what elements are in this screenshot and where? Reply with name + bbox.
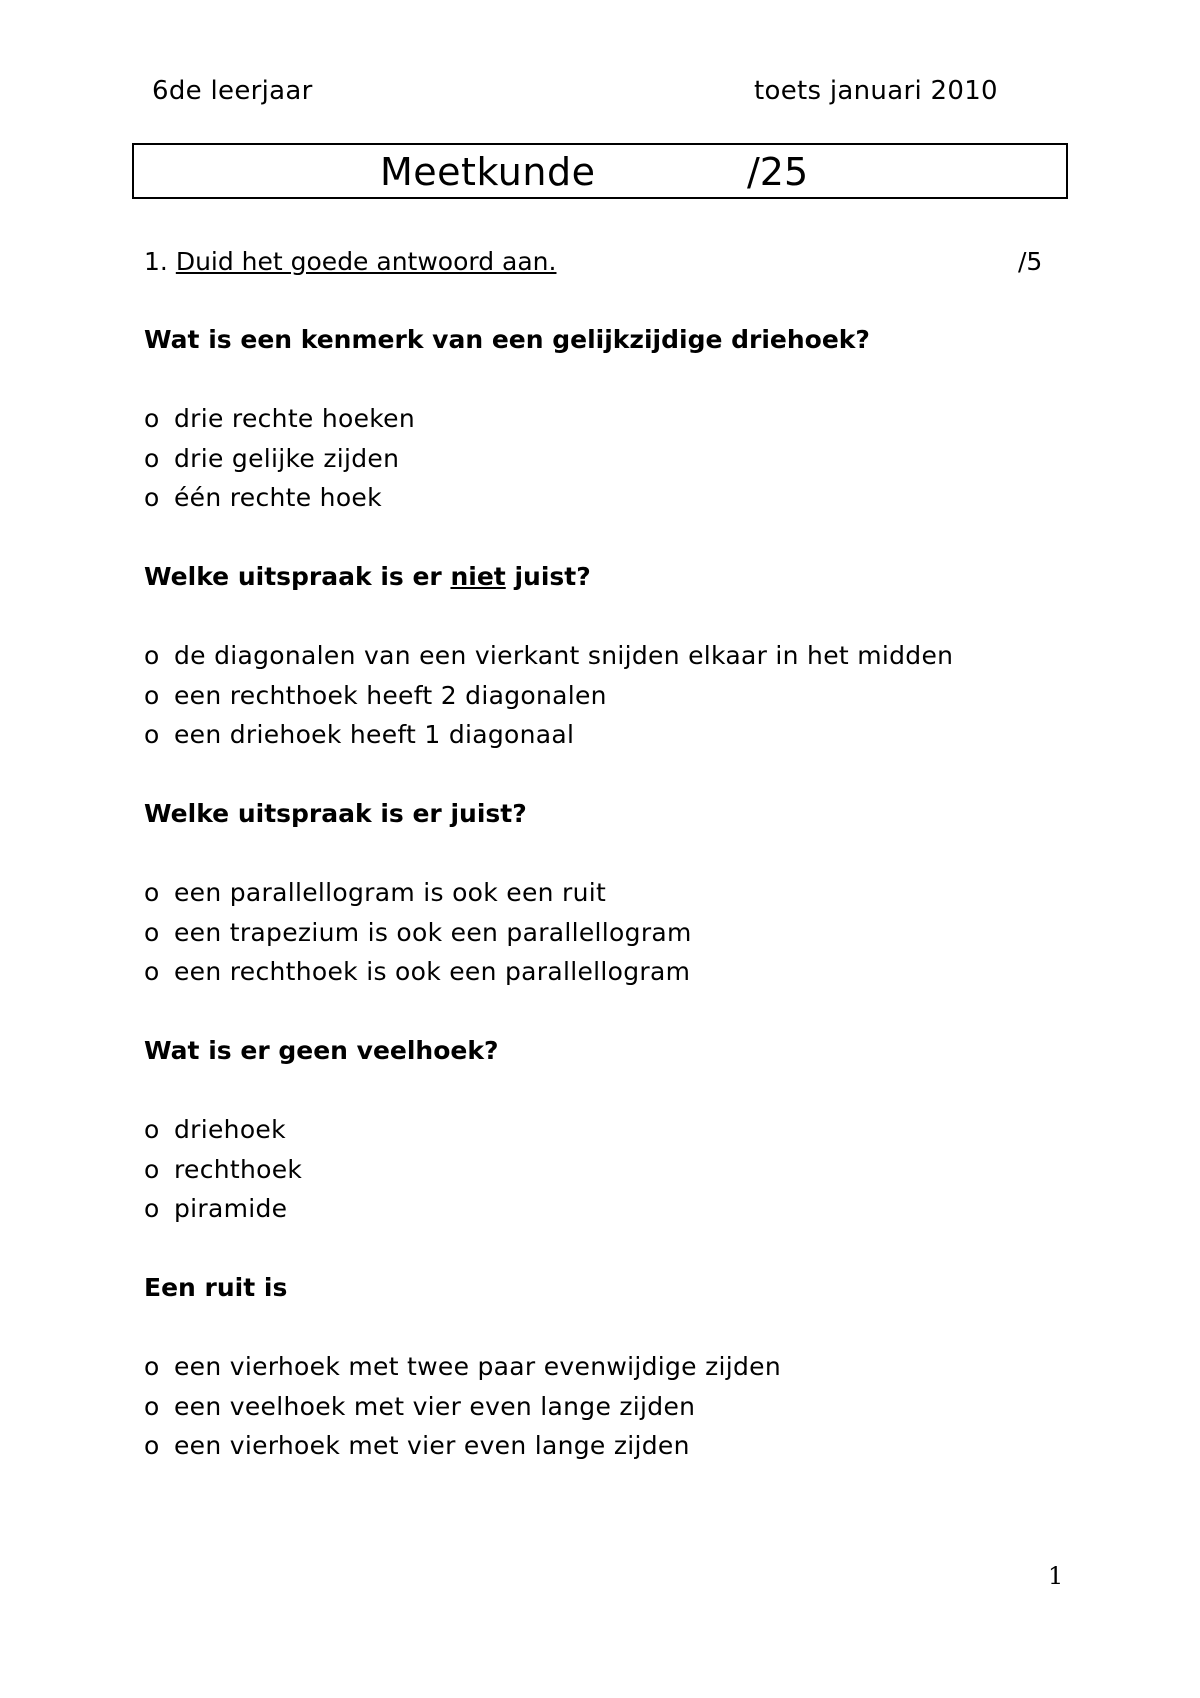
option[interactable] [144, 444, 399, 473]
option-label: een rechthoek is ook een parallellogram [174, 957, 691, 986]
option-bullet: o [144, 878, 160, 907]
question-5: Een ruit is [144, 1273, 288, 1302]
total-score: /25 [747, 150, 809, 194]
option-label: een driehoek heeft 1 diagonaal [174, 720, 575, 749]
test-date: toets januari 2010 [754, 76, 998, 106]
option-bullet: o [144, 444, 160, 473]
option-bullet: o [144, 1115, 160, 1144]
option[interactable] [144, 681, 607, 710]
title-box [132, 143, 1068, 199]
option-label: drie rechte hoeken [174, 404, 415, 433]
option[interactable] [144, 1155, 302, 1184]
exercise-score: /5 [1018, 247, 1043, 276]
option[interactable] [144, 918, 692, 947]
question-text: juist? [505, 562, 591, 591]
option-label: een parallellogram is ook een ruit [174, 878, 607, 907]
option[interactable] [144, 404, 415, 433]
option-label: een vierhoek met twee paar evenwijdige zijden [174, 1352, 781, 1381]
option[interactable] [144, 483, 382, 512]
option-bullet: o [144, 641, 160, 670]
option-bullet: o [144, 483, 160, 512]
question-emphasis: niet [450, 562, 506, 591]
option-label: een rechthoek heeft 2 diagonalen [174, 681, 607, 710]
option[interactable] [144, 957, 690, 986]
option[interactable] [144, 720, 574, 749]
option-bullet: o [144, 1352, 160, 1381]
option-label: drie gelijke zijden [174, 444, 400, 473]
option-bullet: o [144, 720, 160, 749]
option[interactable] [144, 878, 606, 907]
question-2 [144, 562, 591, 591]
option-label: driehoek [174, 1115, 286, 1144]
option-bullet: o [144, 957, 160, 986]
page-title: Meetkunde [380, 150, 596, 194]
option-label: rechthoek [174, 1155, 303, 1184]
grade-label: 6de leerjaar [152, 76, 313, 106]
question-4: Wat is er geen veelhoek? [144, 1036, 499, 1065]
option-label: een trapezium is ook een parallellogram [174, 918, 692, 947]
exercise-instruction: Duid het goede antwoord aan. [175, 247, 557, 276]
option[interactable] [144, 1431, 690, 1460]
option-label: de diagonalen van een vierkant snijden elkaar in het midden [174, 641, 954, 670]
option[interactable] [144, 1352, 781, 1381]
option-label: een veelhoek met vier even lange zijden [174, 1392, 696, 1421]
option-label: één rechte hoek [174, 483, 382, 512]
option-bullet: o [144, 404, 160, 433]
option-bullet: o [144, 1392, 160, 1421]
option[interactable] [144, 641, 953, 670]
option[interactable] [144, 1115, 286, 1144]
option-label: piramide [174, 1194, 288, 1223]
question-text: Welke uitspraak is er [144, 562, 451, 591]
option-bullet: o [144, 681, 160, 710]
page-number: 1 [1048, 1562, 1064, 1590]
option[interactable] [144, 1392, 695, 1421]
option[interactable] [144, 1194, 287, 1223]
exercise-heading [144, 247, 556, 276]
option-label: een vierhoek met vier even lange zijden [174, 1431, 690, 1460]
question-3: Welke uitspraak is er juist? [144, 799, 527, 828]
option-bullet: o [144, 1431, 160, 1460]
exercise-number: 1. [144, 247, 168, 276]
option-bullet: o [144, 1194, 160, 1223]
option-bullet: o [144, 918, 160, 947]
option-bullet: o [144, 1155, 160, 1184]
question-1: Wat is een kenmerk van een gelijkzijdige driehoek? [144, 325, 870, 354]
